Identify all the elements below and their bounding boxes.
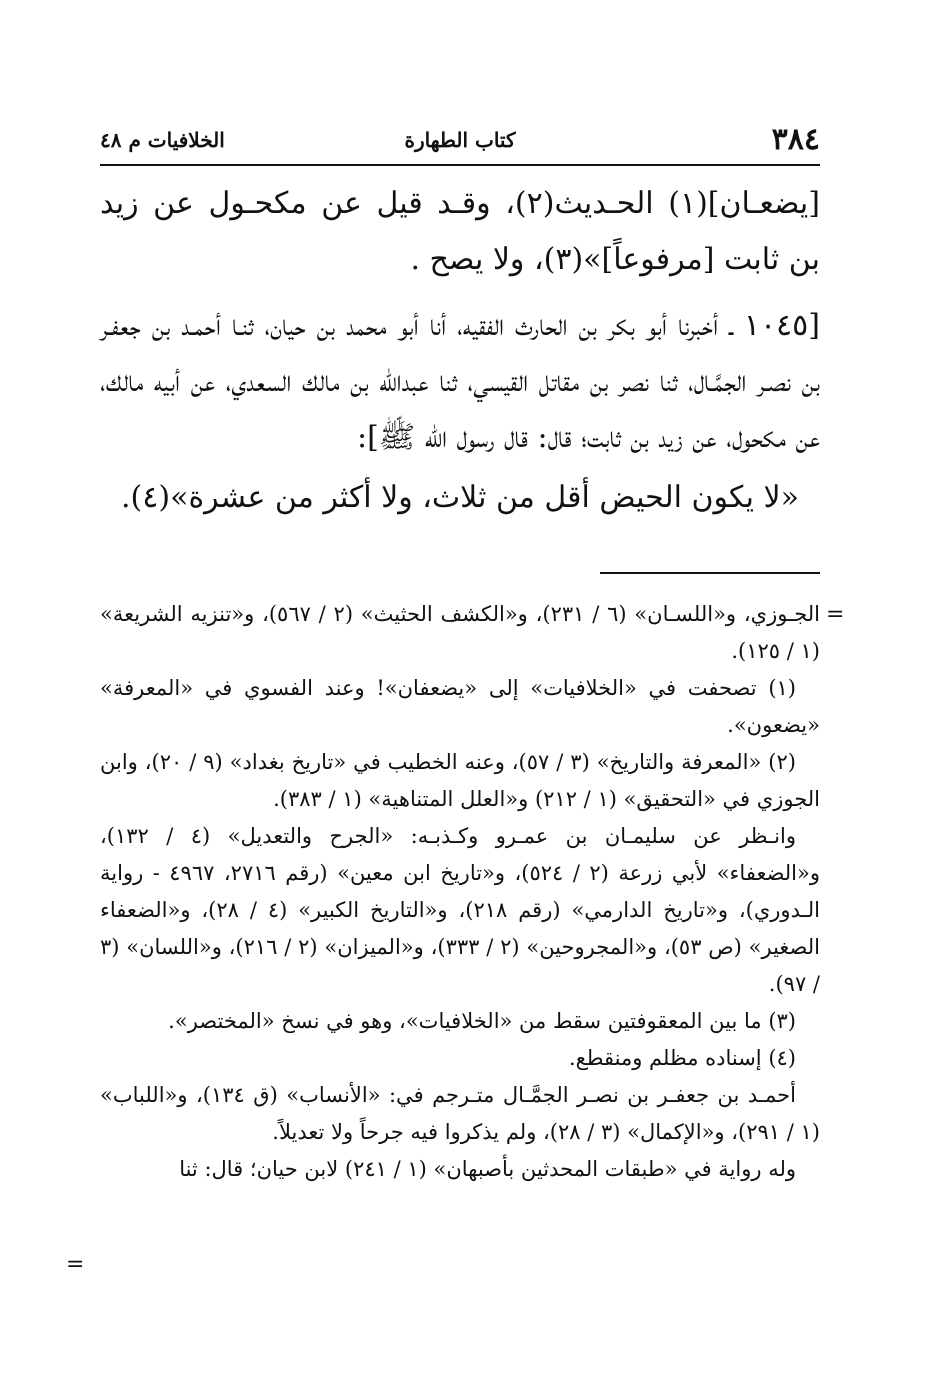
footnote-2: (٢) «المعرفة والتاريخ» (٣ / ٥٧)، وعنه الخطيب في «تاريخ بغداد» (٩ / ٢٠)، وابن الجوزي في «التحقيق» (١ / ٢١٢) و«العلل المتناهية» (١ / ٣٨٣). bbox=[100, 750, 820, 811]
main-paragraph-2: [١٠٤٥ ـ أخبرنا أبو بكر بن الحارث الفقيه، أنا أبو محمد بن حيان، ثنـا أحمـد بن جعفـر بن نصـر الجمَّـال، ثنا نصر بن مقاتل القيسي، ثنا عبدالله بن مالك السعدي، عن أبيه مالك، عن مكحول، عن زيد بن ثابت؛ قال: قال رسول الله ﷺ]: bbox=[100, 308, 820, 455]
footnotes bbox=[100, 596, 820, 1188]
footnote-2-extra: وانـظر عن سليمـان بن عمـرو وكـذبـه: «الجرح والتعديل» (٤ / ١٣٢)، و«الضعفاء» لأبي زرعة (٢ / ٥٢٤)، و«تاريخ ابن معين» (رقم ٢٧١٦، ٤٩٦٧ - رواية الـدوري)، و«تاريخ الدارمي» (رقم ٢١٨)، و«التاريخ الكبير» (٤ / ٢٨)، و«الضعفاء الصغير» (ص ٥٣)، و«المجروحين» (٢ / ٣٣٣)، و«الميزان» (٢ / ٢١٦)، و«اللسان» (٣ / ٩٧). bbox=[100, 824, 821, 996]
footnote-divider bbox=[600, 572, 820, 574]
footnote-3: (٣) ما بين المعقوفتين سقط من «الخلافيات»، وهو في نسخ «المختصر». bbox=[168, 1009, 796, 1033]
hadith-text: «لا يكون الحيض أقل من ثلاث، ولا أكثر من عشرة»(٤). bbox=[121, 480, 799, 515]
continues-next-page-mark: = bbox=[66, 1252, 85, 1277]
footnote-4: (٤) إسناده مظلم ومنقطع. bbox=[568, 1046, 796, 1070]
footnote-continuation: الجـوزي، و«اللسـان» (٦ / ٢٣١)، و«الكشف الحثيث» (٢ / ٥٦٧)، و«تنزيه الشريعة» (١ / ١٢٥). bbox=[100, 602, 820, 663]
footnote-1: (١) تصحفت في «الخلافيات» إلى «يضعفان»! وعند الفسوي في «المعرفة» «يضعون». bbox=[100, 676, 820, 737]
footnote-4-extra-2: وله رواية في «طبقات المحدثين بأصبهان» (١ / ٢٤١) لابن حيان؛ قال: ثنا bbox=[179, 1157, 796, 1181]
main-text bbox=[100, 176, 820, 526]
book-title: كتاب الطهارة bbox=[404, 128, 516, 152]
page-number: ٣٨٤ bbox=[771, 122, 820, 157]
signature-mark: الخلافيات م ٤٨ bbox=[100, 128, 225, 152]
continued-from-previous-mark: = bbox=[826, 602, 845, 627]
running-header bbox=[100, 118, 820, 166]
footnote-4-extra-1: أحمـد بن جعفـر بن نصـر الجمَّـال متـرجم في: «الأنساب» (ق ١٣٤)، و«اللباب» (١ / ٢٩١)، و«الإكمال» (٣ / ٢٨)، ولم يذكروا فيه جرحاً ولا تعديلاً. bbox=[100, 1083, 820, 1144]
main-paragraph-1: [يضعـان](١) الحـديث(٢)، وقـد قيل عن مكحـول عن زيد بن ثابت [مرفوعاً]»(٣)، ولا يصح . bbox=[100, 186, 820, 277]
